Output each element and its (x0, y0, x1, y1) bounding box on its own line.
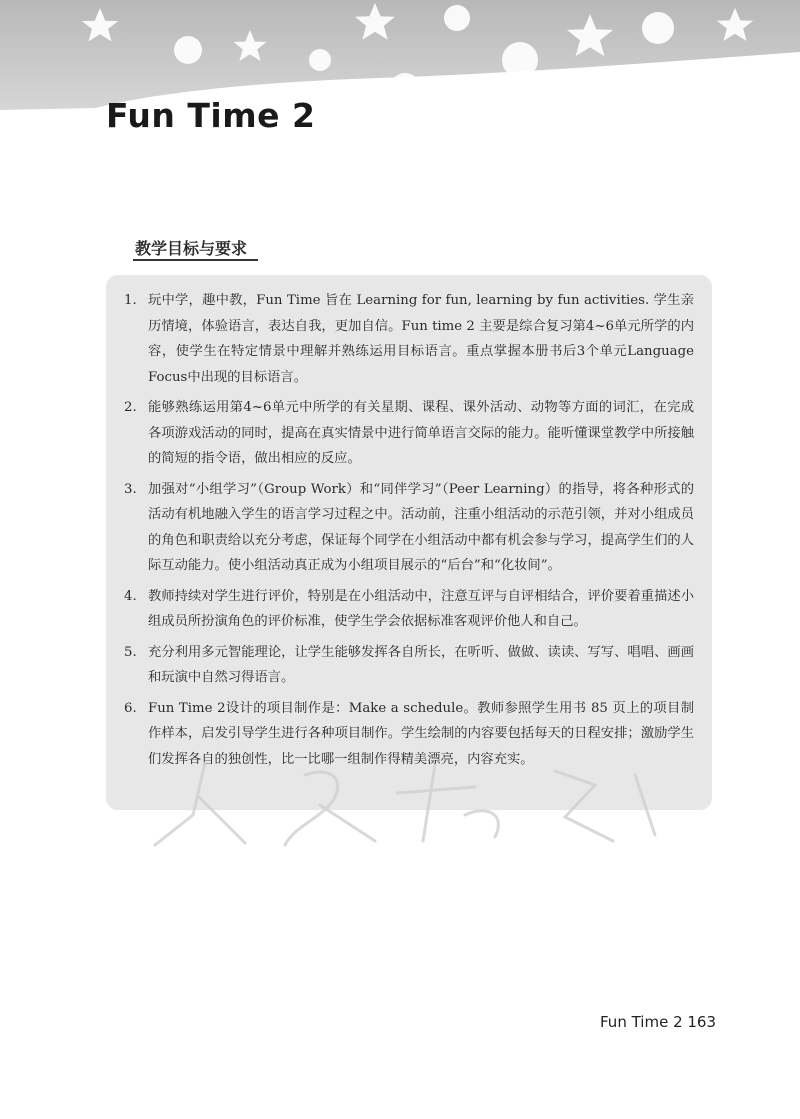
list-item (118, 477, 694, 579)
item-text: 能够熟练运用第4~6单元中所学的有关星期、课程、课外活动、动物等方面的词汇，在完成各项游戏活动的同时，提高在真实情景中进行简单语言交际的能力。能听懂课堂教学中所接触的简短的指令语，做出相应的反应。 (148, 400, 694, 466)
circle-shape (309, 49, 331, 71)
heading-underline (133, 259, 258, 261)
list-item (118, 288, 694, 390)
list-item (118, 584, 694, 635)
circle-shape (502, 42, 538, 78)
item-number: 5. (124, 644, 137, 660)
section-heading: 教学目标与要求 (135, 239, 248, 258)
item-text: 充分利用多元智能理论，让学生能够发挥各自所长，在听听、做做、读读、写写、唱唱、画画和玩演中自然习得语言。 (148, 644, 694, 685)
list-item (118, 640, 694, 691)
watermark-text (135, 745, 695, 865)
item-text: 加强对“小组学习”（Group Work）和“同伴学习”（Peer Learning）的指导，将各种形式的活动有机地融入学生的语言学习过程之中。活动前，注重小组活动的示范引领，并对小组成员的角色和职责给以充分考虑，保证每个同学在小组活动中都有机会参与学习，提高学生们的人际互动能力。使小组活动真正成为小组项目展示的“后台”和“化妆间”。 (148, 481, 694, 573)
page-title: Fun Time 2 (106, 96, 316, 135)
list-item (118, 395, 694, 472)
circle-shape (444, 5, 470, 31)
item-number: 1. (124, 293, 137, 308)
item-text: 教师持续对学生进行评价，特别是在小组活动中，注意互评与自评相结合，评价要着重描述小组成员所扮演角色的评价标准，使学生学会依据标准客观评价他人和自己。 (148, 588, 694, 629)
item-text: Fun Time 2设计的项目制作是：Make a schedule。教师参照学生用书 85 页上的项目制作样本，启发引导学生进行各种项目制作。学生绘制的内容要包括每天的日程安排；激励学生们发挥各自的独创性，比一比哪一组制作得精美漂亮，内容充实。 (148, 700, 694, 767)
item-number: 3. (124, 481, 137, 497)
circle-shape (390, 73, 420, 103)
objectives-list (106, 288, 712, 777)
item-number: 2. (124, 400, 137, 415)
item-text: 玩中学，趣中教，Fun Time 旨在 Learning for fun, learning by fun activities. 学生亲历情境，体验语言，表达自我，更加自信。Fun time 2 主要是综合复习第4~6单元所学的内容，使学生在特定情景中理解并熟练运用目标语言。重点掌握本册书后3个单元Language Focus中出现的目标语言。 (148, 293, 694, 385)
page-footer: Fun Time 2 163 (600, 1013, 717, 1031)
decorative-banner (0, 0, 800, 110)
circle-shape (174, 36, 202, 64)
circle-shape (642, 12, 674, 44)
item-number: 4. (124, 588, 137, 604)
item-number: 6. (124, 700, 137, 716)
content-box (106, 275, 712, 810)
